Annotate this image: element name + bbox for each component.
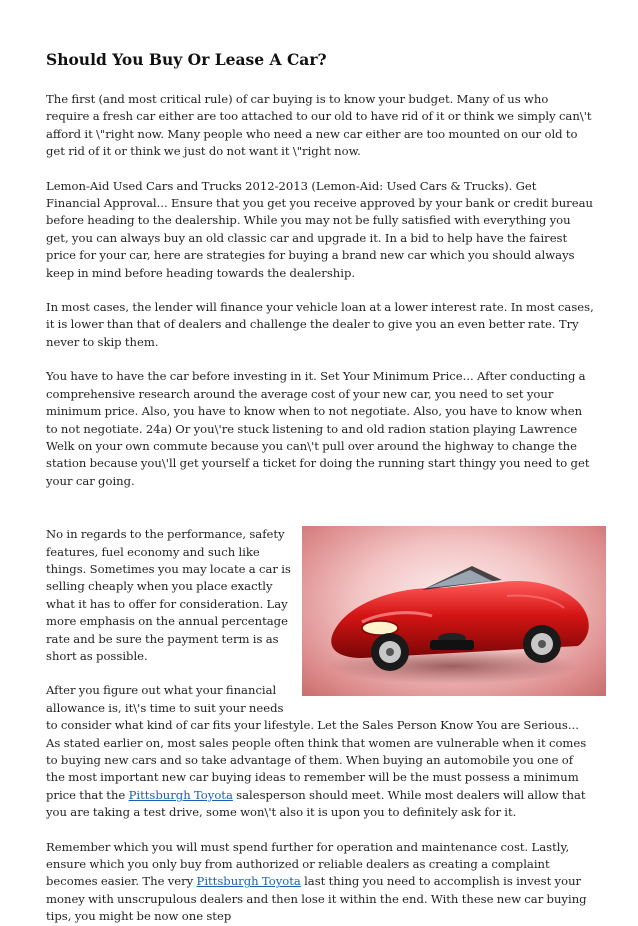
paragraph-1: The first (and most critical rule) of car buying is to know your budget. Many of us who require a fresh car either are too attached to our old to have rid of it or think we simply can\'t afford it \"right now. Many people who need a new car either are too mounted on our old to get rid of it or think we just do not want it \"right now. (46, 92, 592, 159)
paragraph-6-text-after: salesperson should meet. While most dealers will allow that you are taking a test drive, some won\'t also it is upon you to definitely ask for it. (46, 787, 586, 820)
paragraph-7-text-before: Remember which you will must spend further for operation and maintenance cost. Lastly, ensure which you only buy from authorized or reliable dealers as creating a complaint becomes easier. The very (46, 839, 570, 889)
paragraph-5: No in regards to the performance, safety features, fuel economy and such like things. Sometimes you may locate a car is selling cheaply when you place exactly what it has to offer for consideration. Lay more emphasis on the annual percentage rate and be sure the payment term is as short as possible. (46, 527, 291, 663)
float-section (46, 526, 594, 822)
pittsburgh-toyota-link-1[interactable]: Pittsburgh Toyota (128, 787, 233, 802)
paragraph-7-text-after: last thing you need to accomplish is invest your money with unscrupulous dealers and then lose it within the end. With these new car buying tips, you might be now one step (46, 874, 587, 924)
pittsburgh-toyota-link-2[interactable]: Pittsburgh Toyota (196, 874, 301, 889)
paragraph-7 (46, 839, 594, 926)
paragraph-4: You have to have the car before investing in it. Set Your Minimum Price... After conducting a comprehensive research around the average cost of your new car, you need to set your minimum price. Also, you have to know when to not negotiate. Also, you have to know when to not negotiate. 24a) Or you\'re stuck listening to and old radion station playing Lawrence Welk on your own commute because you can\'t pull over around the highway to change the station because you\'ll get yourself a ticket for doing the running start thingy you need to get your car going. (46, 369, 590, 488)
paragraph-2: Lemon-Aid Used Cars and Trucks 2012-2013 (Lemon-Aid: Used Cars & Trucks). Get Financial Approval... Ensure that you get you receive approved by your bank or credit bureau before heading to the dealership. While you may not be fully satisfied with everything you get, you can always buy an old classic car and upgrade it. In a bid to help have the fairest price for your car, here are strategies for buying a brand new car which you should always keep in mind before heading towards the dealership. (46, 178, 593, 280)
paragraph-6-text-before: After you figure out what your financial allowance is, it\'s time to suit your needs to consider what kind of car fits your lifestyle. Let the Sales Person Know You are Serious... As stated earlier on, most sales people often think that women are vulnerable when it comes to buying new cars and so take advantage of them. When buying an automobile you one of the most important new car buying ideas to remember will be the must possess a minimum price that the (46, 683, 587, 802)
paragraph-3: In most cases, the lender will finance your vehicle loan at a lower interest rate. In most cases, it is lower than that of dealers and challenge the dealer to give you an even better rate. Try never to skip them. (46, 300, 594, 349)
paragraph-6 (46, 682, 594, 821)
red-sports-car-image (302, 526, 606, 696)
page-title: Should You Buy Or Lease A Car? (46, 50, 327, 69)
